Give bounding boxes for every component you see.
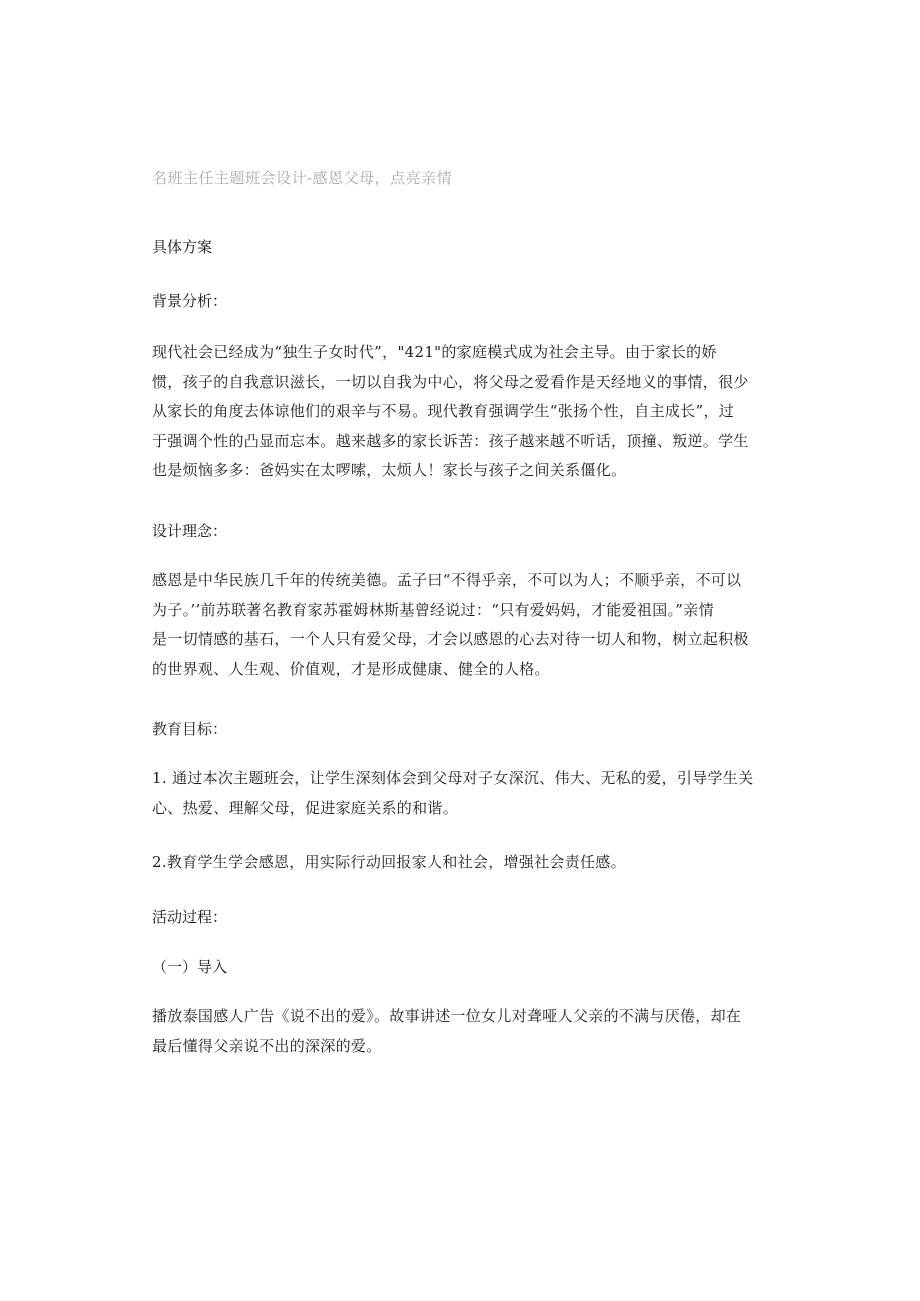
- process-sub-heading: （一）导入: [152, 958, 228, 976]
- concept-heading: 设计理念：: [152, 522, 228, 540]
- paragraph-line: 于强调个性的凸显而忘本。越来越多的家长诉苦：孩子越来越不听话，顶撞、叛逆。学生: [152, 431, 749, 450]
- paragraph-line: 1. 通过本次主题班会，让学生深刻体会到父母对子女深沉、伟大、无私的爱，引导学生关: [152, 769, 754, 787]
- paragraph-line: 从家长的角度去体谅他们的艰辛与不易。现代教育强调学生“张扬个性，自主成长”，过: [152, 402, 735, 420]
- goal-item-1: [152, 764, 762, 823]
- paragraph-line: 惯，孩子的自我意识滋长，一切以自我为中心，将父母之爱看作是天经地义的事情，很少: [152, 372, 749, 391]
- paragraph-line: 感恩是中华民族几千年的传统美德。孟子曰“不得乎亲，不可以为人；不顺乎亲，不可以: [152, 571, 742, 589]
- paragraph-line: 2.教育学生学会感恩，用实际行动回报家人和社会，增强社会责任感。: [152, 853, 626, 871]
- concept-paragraph: [152, 566, 762, 684]
- paragraph-line: 现代社会已经成为“独生子女时代”，"421"的家庭模式成为社会主导。由于家长的娇: [152, 343, 717, 361]
- background-paragraph: [152, 338, 762, 486]
- paragraph-line: 最后懂得父亲说不出的深深的爱。: [152, 1036, 382, 1055]
- paragraph-line: 为子。’’前苏联著名教育家苏霍姆林斯基曾经说过：“只有爱妈妈，才能爱祖国。”亲情: [152, 600, 714, 619]
- process-heading: 活动过程：: [152, 908, 228, 926]
- paragraph-line: 播放泰国感人广告《说不出的爱》。故事讲述一位女儿对聋哑人父亲的不满与厌倦，却在: [152, 1007, 742, 1025]
- background-heading: 背景分析：: [152, 292, 228, 310]
- goals-heading: 教育目标：: [152, 720, 228, 738]
- paragraph-line: 心、热爱、理解父母，促进家庭关系的和谐。: [152, 798, 459, 817]
- paragraph-line: 是一切情感的基石，一个人只有爱父母，才会以感恩的心去对待一切人和物，树立起积极: [152, 630, 749, 648]
- process-paragraph: [152, 1002, 762, 1061]
- goal-item-2: [152, 848, 762, 878]
- document-title: 名班主任主题班会设计-感恩父母，点亮亲情: [152, 169, 453, 187]
- paragraph-line: 也是烦恼多多：爸妈实在太啰嗦，太烦人！家长与孩子之间关系僵化。: [152, 461, 627, 479]
- paragraph-line: 的世界观、人生观、价值观，才是形成健康、健全的人格。: [152, 659, 550, 678]
- plan-heading: 具体方案: [152, 238, 213, 256]
